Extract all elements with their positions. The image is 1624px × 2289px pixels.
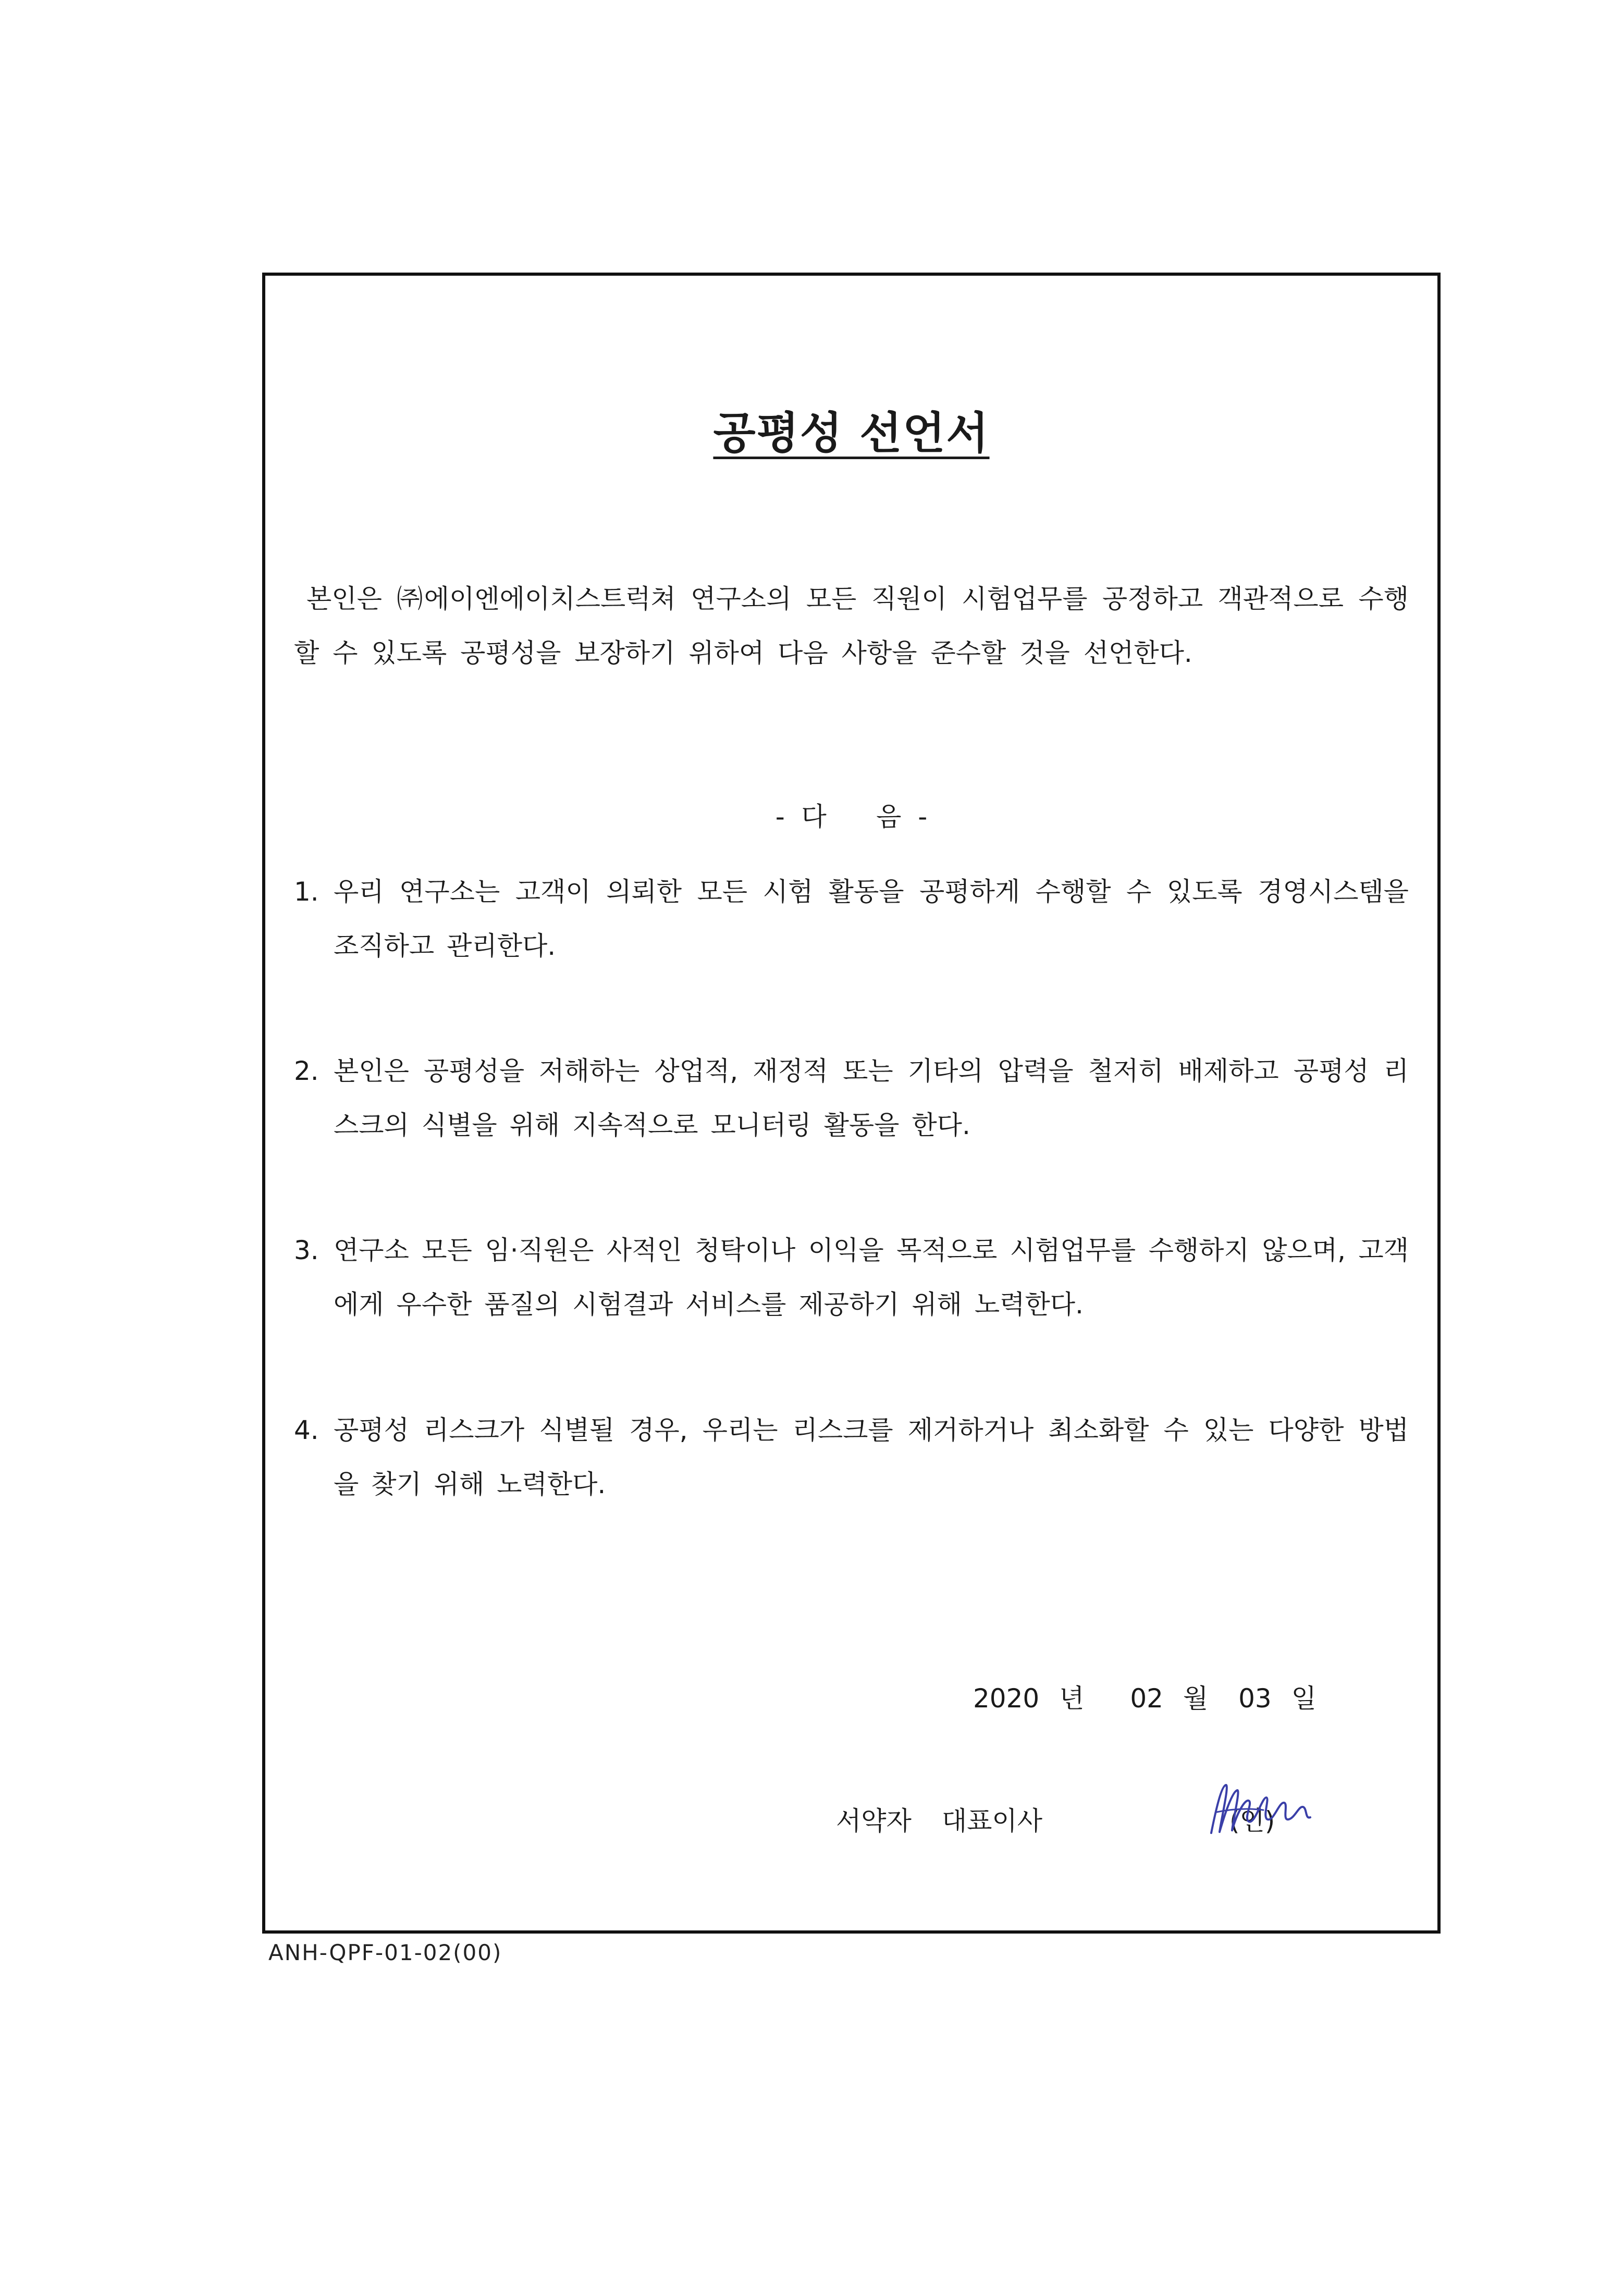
section-heading: - 다 음 - [775, 802, 928, 832]
date-month-unit: 월 [1183, 1683, 1209, 1714]
date-month: 02 [1130, 1683, 1163, 1714]
document-frame [262, 273, 1441, 1934]
list-item-number: 3. [294, 1235, 319, 1265]
date-day: 03 [1238, 1683, 1272, 1714]
signer-role: 대표이사 [941, 1806, 1043, 1836]
list-item-number: 2. [294, 1056, 319, 1086]
list-item-text: 본인은 공평성을 저해하는 상업적, 재정적 또는 기타의 압력을 철저히 배제하고 공평성 리스크의 식별을 위해 지속적으로 모니터링 활동을 한다. [334, 1056, 1409, 1140]
signature-image [1201, 1776, 1321, 1843]
list-item-text: 공평성 리스크가 식별될 경우, 우리는 리스크를 제거하거나 최소화할 수 있는 다양한 방법을 찾기 위해 노력한다. [334, 1415, 1409, 1499]
list-item-text: 우리 연구소는 고객이 의뢰한 모든 시험 활동을 공평하게 수행할 수 있도록 경영시스템을 조직하고 관리한다. [334, 877, 1409, 961]
list-item-text: 연구소 모든 임·직원은 사적인 청탁이나 이익을 목적으로 시험업무를 수행하지 않으며, 고객에게 우수한 품질의 시험결과 서비스를 제공하기 위해 노력한다. [334, 1235, 1409, 1320]
list-item [294, 1223, 1409, 1332]
signer-label: 서약자 [836, 1806, 912, 1836]
declaration-date [973, 1678, 1317, 1715]
seal-mark: (인) [1229, 1806, 1275, 1836]
list-item-number: 4. [294, 1415, 319, 1445]
date-year-unit: 년 [1059, 1683, 1085, 1714]
form-code: ANH-QPF-01-02(00) [268, 1940, 502, 1965]
document-title: 공평성 선언서 [713, 408, 990, 459]
intro-paragraph: 본인은 ㈜에이엔에이치스트럭쳐 연구소의 모든 직원이 시험업무를 공정하고 객관적으로 수행할 수 있도록 공평성을 보장하기 위하여 다음 사항을 준수할 것을 선언한다. [294, 584, 1409, 668]
date-day-unit: 일 [1291, 1683, 1317, 1714]
list-item-number: 1. [294, 877, 319, 907]
list-item [294, 1044, 1409, 1152]
list-item [294, 1403, 1409, 1511]
date-year: 2020 [973, 1683, 1040, 1714]
signer-row [836, 1800, 1042, 1838]
list-item [294, 865, 1409, 973]
